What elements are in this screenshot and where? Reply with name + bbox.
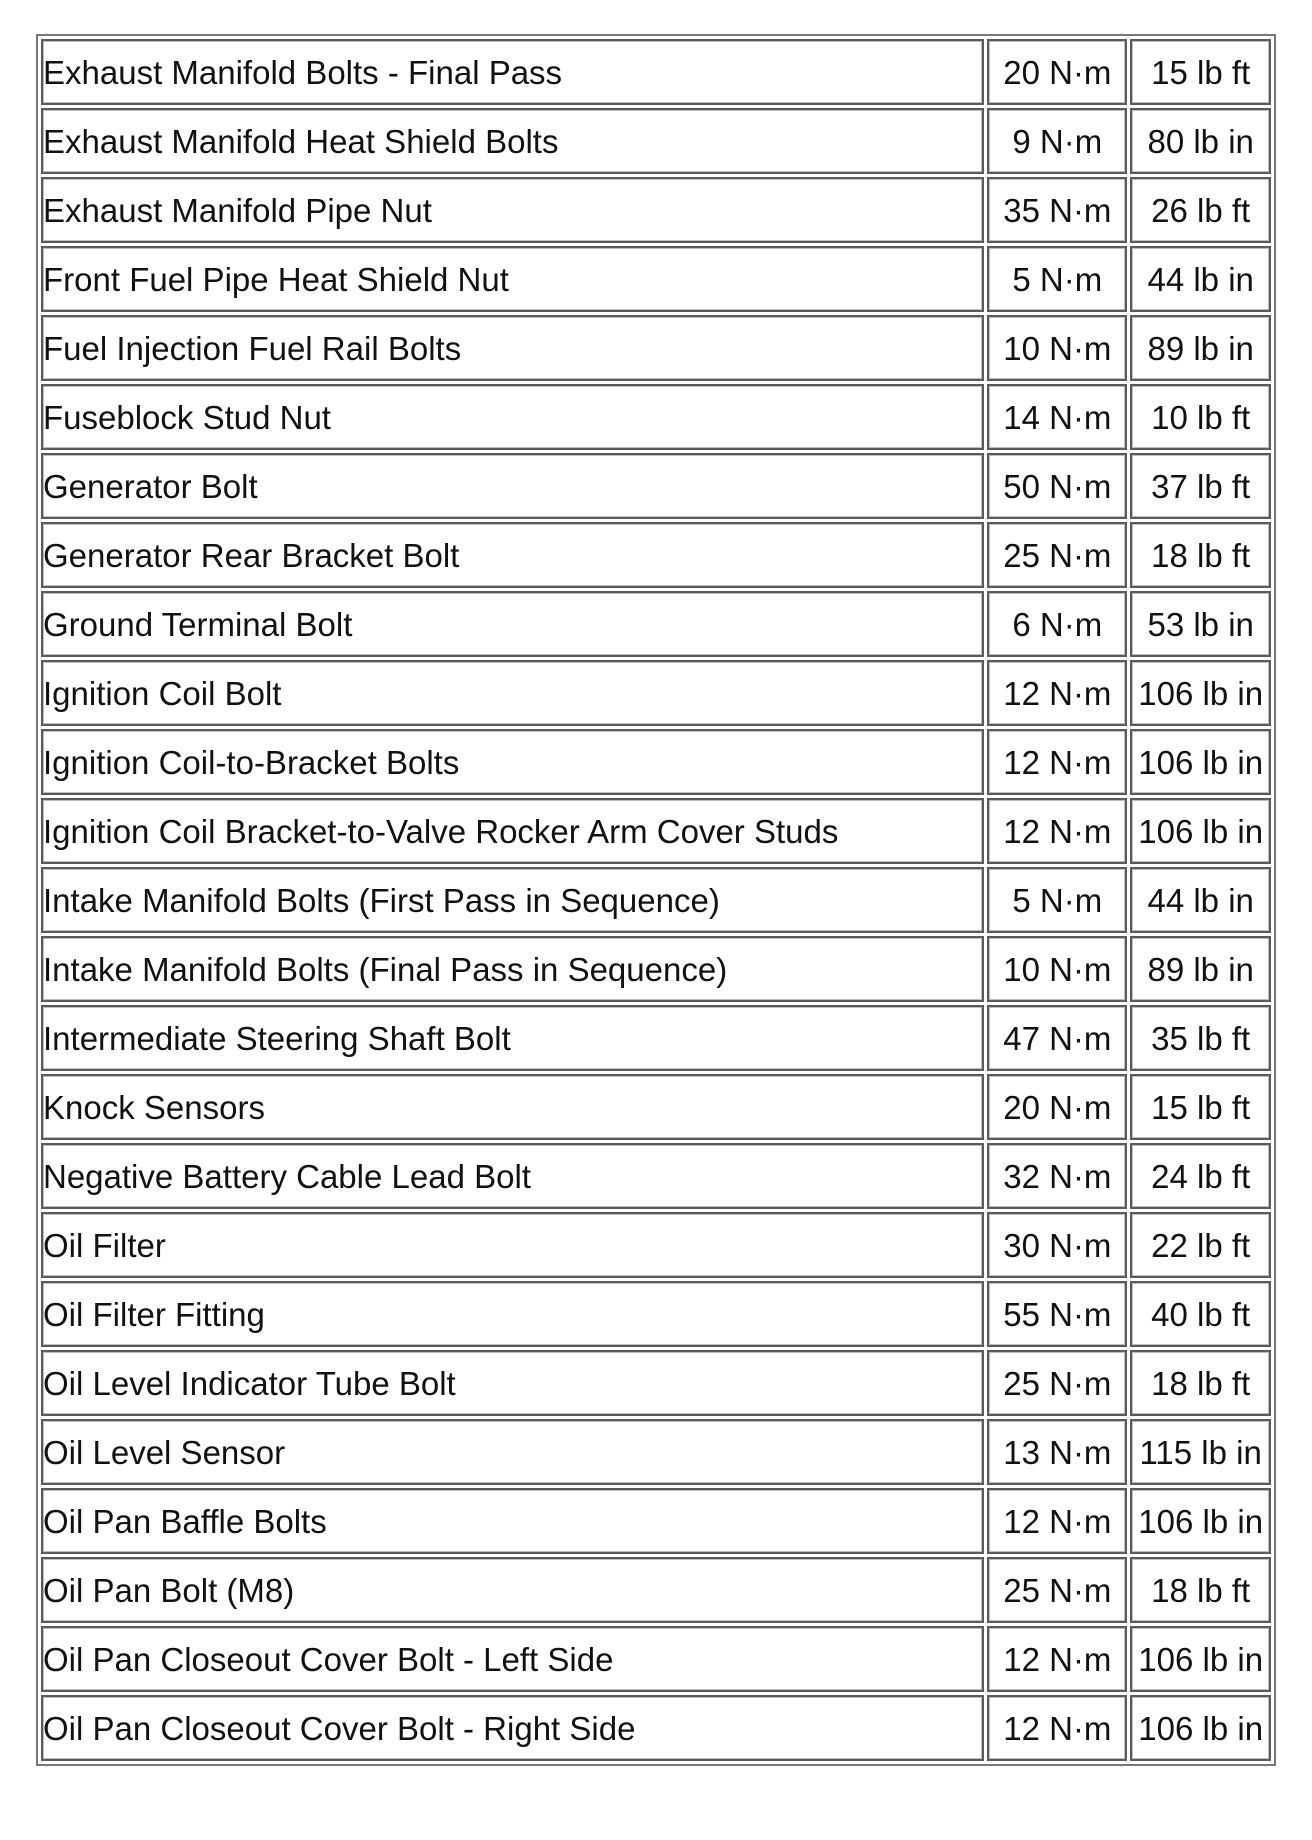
fastener-description-cell: Oil Level Indicator Tube Bolt: [41, 1350, 984, 1416]
torque-english-cell: 26 lb ft: [1130, 177, 1271, 243]
torque-metric-cell: 10 N·m: [987, 315, 1127, 381]
torque-english-cell: 24 lb ft: [1130, 1143, 1271, 1209]
table-row: [41, 798, 1271, 864]
table-row: [41, 1557, 1271, 1623]
fastener-description-cell: Ignition Coil Bracket-to-Valve Rocker Arm Cover Studs: [41, 798, 984, 864]
fastener-description-cell: Exhaust Manifold Heat Shield Bolts: [41, 108, 984, 174]
torque-metric-cell: 50 N·m: [987, 453, 1127, 519]
fastener-description-cell: Knock Sensors: [41, 1074, 984, 1140]
torque-metric-cell: 55 N·m: [987, 1281, 1127, 1347]
torque-metric-cell: 25 N·m: [987, 522, 1127, 588]
torque-english-cell: 80 lb in: [1130, 108, 1271, 174]
fastener-description-cell: Ground Terminal Bolt: [41, 591, 984, 657]
fastener-description-cell: Exhaust Manifold Pipe Nut: [41, 177, 984, 243]
table-row: [41, 384, 1271, 450]
table-row: [41, 936, 1271, 1002]
fastener-description-cell: Oil Pan Bolt (M8): [41, 1557, 984, 1623]
table-row: [41, 177, 1271, 243]
fastener-description-cell: Negative Battery Cable Lead Bolt: [41, 1143, 984, 1209]
torque-english-cell: 89 lb in: [1130, 936, 1271, 1002]
torque-metric-cell: 13 N·m: [987, 1419, 1127, 1485]
table-row: [41, 1005, 1271, 1071]
torque-english-cell: 106 lb in: [1130, 1488, 1271, 1554]
torque-metric-cell: 25 N·m: [987, 1557, 1127, 1623]
fastener-description-cell: Oil Pan Closeout Cover Bolt - Left Side: [41, 1626, 984, 1692]
fastener-description-cell: Ignition Coil Bolt: [41, 660, 984, 726]
table-row: [41, 1488, 1271, 1554]
torque-metric-cell: 9 N·m: [987, 108, 1127, 174]
torque-metric-cell: 12 N·m: [987, 660, 1127, 726]
torque-english-cell: 89 lb in: [1130, 315, 1271, 381]
table-row: [41, 315, 1271, 381]
torque-english-cell: 106 lb in: [1130, 729, 1271, 795]
torque-english-cell: 44 lb in: [1130, 246, 1271, 312]
fastener-description-cell: Oil Level Sensor: [41, 1419, 984, 1485]
table-row: [41, 1419, 1271, 1485]
torque-metric-cell: 47 N·m: [987, 1005, 1127, 1071]
torque-english-cell: 40 lb ft: [1130, 1281, 1271, 1347]
torque-metric-cell: 5 N·m: [987, 246, 1127, 312]
torque-metric-cell: 12 N·m: [987, 729, 1127, 795]
table-row: [41, 1626, 1271, 1692]
fastener-description-cell: Intake Manifold Bolts (First Pass in Sequence): [41, 867, 984, 933]
fastener-description-cell: Fuel Injection Fuel Rail Bolts: [41, 315, 984, 381]
torque-english-cell: 35 lb ft: [1130, 1005, 1271, 1071]
torque-english-cell: 106 lb in: [1130, 1626, 1271, 1692]
table-row: [41, 1695, 1271, 1761]
torque-metric-cell: 30 N·m: [987, 1212, 1127, 1278]
fastener-description-cell: Ignition Coil-to-Bracket Bolts: [41, 729, 984, 795]
fastener-description-cell: Front Fuel Pipe Heat Shield Nut: [41, 246, 984, 312]
torque-metric-cell: 10 N·m: [987, 936, 1127, 1002]
torque-english-cell: 106 lb in: [1130, 1695, 1271, 1761]
table-row: [41, 108, 1271, 174]
fastener-description-cell: Oil Filter Fitting: [41, 1281, 984, 1347]
torque-specification-table: [36, 34, 1276, 1766]
fastener-description-cell: Intake Manifold Bolts (Final Pass in Sequence): [41, 936, 984, 1002]
fastener-description-cell: Oil Pan Baffle Bolts: [41, 1488, 984, 1554]
torque-metric-cell: 6 N·m: [987, 591, 1127, 657]
table-row: [41, 1212, 1271, 1278]
torque-english-cell: 53 lb in: [1130, 591, 1271, 657]
torque-english-cell: 15 lb ft: [1130, 1074, 1271, 1140]
table-row: [41, 867, 1271, 933]
torque-metric-cell: 14 N·m: [987, 384, 1127, 450]
torque-english-cell: 106 lb in: [1130, 798, 1271, 864]
fastener-description-cell: Oil Pan Closeout Cover Bolt - Right Side: [41, 1695, 984, 1761]
table-row: [41, 1350, 1271, 1416]
torque-english-cell: 15 lb ft: [1130, 39, 1271, 105]
torque-metric-cell: 12 N·m: [987, 1626, 1127, 1692]
torque-english-cell: 44 lb in: [1130, 867, 1271, 933]
fastener-description-cell: Fuseblock Stud Nut: [41, 384, 984, 450]
torque-metric-cell: 12 N·m: [987, 1488, 1127, 1554]
torque-english-cell: 115 lb in: [1130, 1419, 1271, 1485]
torque-english-cell: 18 lb ft: [1130, 1557, 1271, 1623]
torque-english-cell: 10 lb ft: [1130, 384, 1271, 450]
torque-metric-cell: 20 N·m: [987, 39, 1127, 105]
table-row: [41, 591, 1271, 657]
table-row: [41, 1143, 1271, 1209]
torque-metric-cell: 12 N·m: [987, 798, 1127, 864]
fastener-description-cell: Oil Filter: [41, 1212, 984, 1278]
torque-english-cell: 37 lb ft: [1130, 453, 1271, 519]
torque-english-cell: 106 lb in: [1130, 660, 1271, 726]
table-row: [41, 729, 1271, 795]
table-body: [41, 39, 1271, 1761]
table-row: [41, 453, 1271, 519]
table-row: [41, 1281, 1271, 1347]
fastener-description-cell: Intermediate Steering Shaft Bolt: [41, 1005, 984, 1071]
table-row: [41, 246, 1271, 312]
torque-english-cell: 22 lb ft: [1130, 1212, 1271, 1278]
torque-metric-cell: 35 N·m: [987, 177, 1127, 243]
fastener-description-cell: Generator Bolt: [41, 453, 984, 519]
fastener-description-cell: Exhaust Manifold Bolts - Final Pass: [41, 39, 984, 105]
table-row: [41, 522, 1271, 588]
table-row: [41, 1074, 1271, 1140]
torque-metric-cell: 25 N·m: [987, 1350, 1127, 1416]
torque-metric-cell: 20 N·m: [987, 1074, 1127, 1140]
torque-metric-cell: 32 N·m: [987, 1143, 1127, 1209]
torque-metric-cell: 5 N·m: [987, 867, 1127, 933]
torque-english-cell: 18 lb ft: [1130, 522, 1271, 588]
table-row: [41, 660, 1271, 726]
torque-english-cell: 18 lb ft: [1130, 1350, 1271, 1416]
table-row: [41, 39, 1271, 105]
fastener-description-cell: Generator Rear Bracket Bolt: [41, 522, 984, 588]
torque-metric-cell: 12 N·m: [987, 1695, 1127, 1761]
